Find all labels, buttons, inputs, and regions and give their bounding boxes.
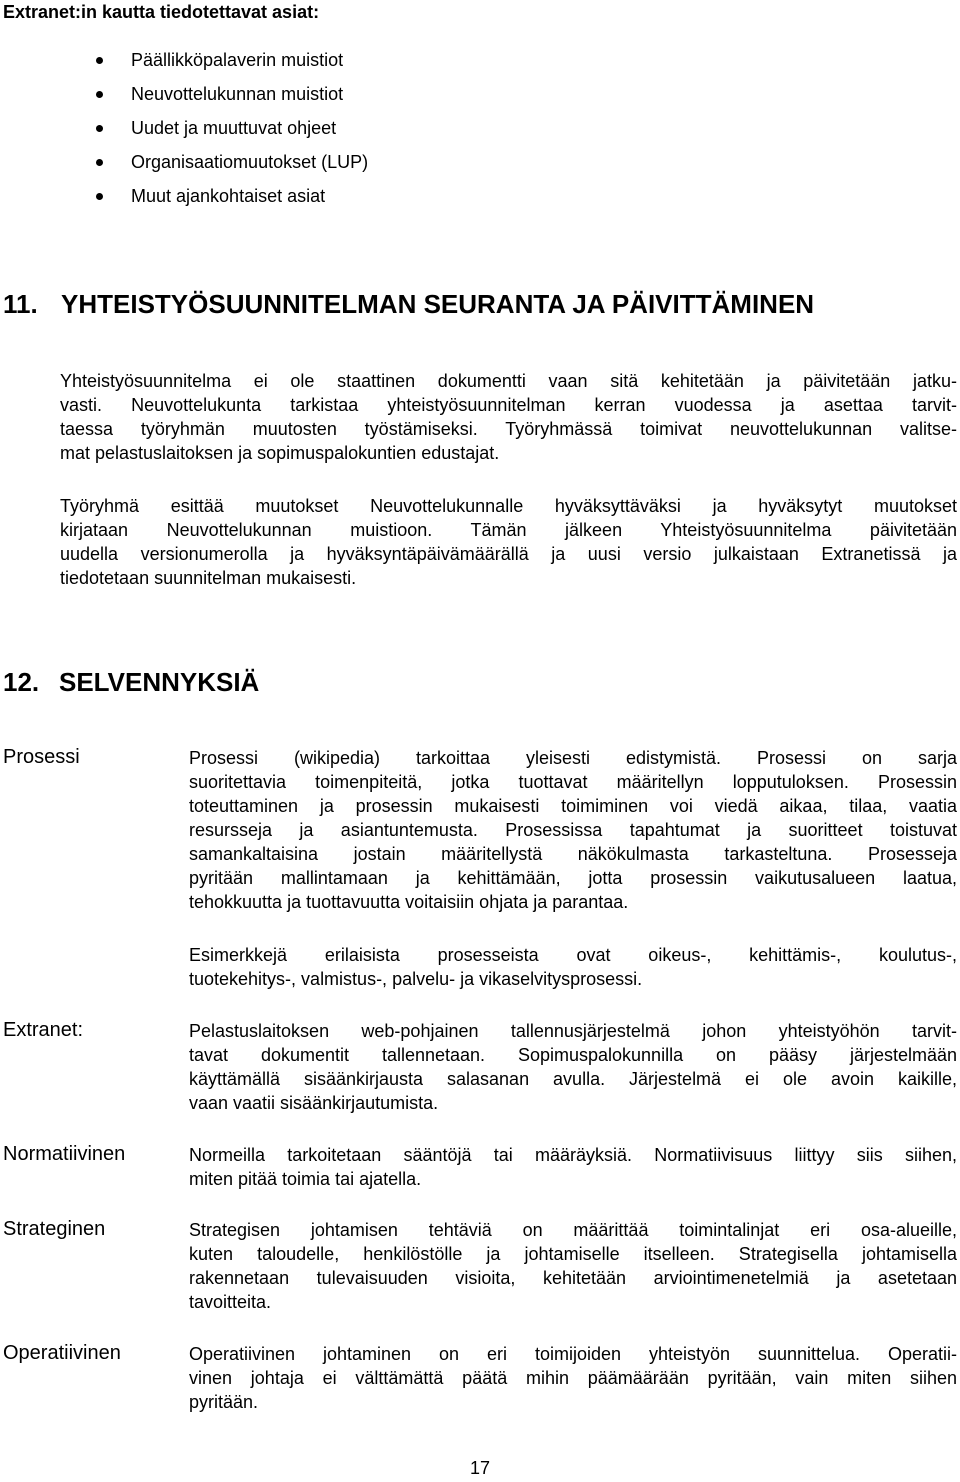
term-extranet: Extranet: [3,1019,84,1041]
section-11-paragraph-1: Yhteistyösuunnitelma ei ole staattinen dokumentti vaan sitä kehitetään ja päivitetään jatku- vasti. Neuvottelukunta tarkistaa yhteistyösuunnitelman kerran vuodessa ja asettaa tarvit- taessa työryhmän muutosten työstämiseksi. Työryhmässä toimivat neuvottelukunnan valitse- mat pelastuslaitoksen ja sopimuspalokuntien edustajat. [60,371,957,463]
section-12-title: SELVENNYKSIÄ [59,667,260,697]
page-number: 17 [469,1458,491,1478]
section-11-number: 11. [3,289,38,319]
term-strateginen: Strateginen [3,1218,106,1240]
definition-prosessi-examples: Esimerkkejä erilaisista prosesseista ovat oikeus-, kehittämis-, koulutus-, tuotekehitys-, valmistus-, palvelu- ja vikaselvitysprosessi. [189,945,957,989]
term-prosessi: Prosessi [3,746,80,768]
bullet-icon [96,193,103,200]
definition-strateginen: Strategisen johtamisen tehtäviä on määrittää toimintalinjat eri osa-alueille, kuten taloudelle, henkilöstölle ja johtamiselle itselleen. Strategisella johtamisella rakennetaan tulevaisuuden visioita, kehitetään arviointimenetelmiä ja asetetaan tavoitteita. [189,1220,957,1312]
definition-extranet: Pelastuslaitoksen web-pohjainen tallennusjärjestelmä johon yhteistyöhön tarvit- tavat dokumentit tallennetaan. Sopimuspalokunnilla on pääsy järjestelmään käyttämällä sisäänkirjausta salasanan avulla. Järjestelmä ei ole avoin kaikille, vaan vaatii sisäänkirjautumista. [189,1021,957,1113]
section-11-paragraph-2: Työryhmä esittää muutokset Neuvottelukunnalle hyväksyttäväksi ja hyväksytyt muutokset kirjataan Neuvottelukunnan muistioon. Tämän jälkeen Yhteistyösuunnitelma päivitetään uudella versionumerolla ja hyväksyntäpäivämäärällä ja uusi versio julkaistaan Extranetissä ja tiedotetaan suunnitelman mukaisesti. [60,496,957,588]
section-12-number: 12. [3,667,40,697]
bullet-icon [96,91,103,98]
definition-prosessi: Prosessi (wikipedia) tarkoittaa yleisesti edistymistä. Prosessi on sarja suoritettavia toimenpiteitä, jotka tuottavat määritellyn lopputuloksen. Prosessin toteuttaminen ja prosessin mukaisesti toimiminen voi viedä aikaa, tilaa, vaatia resursseja ja asiantuntemusta. Prosessissa tapahtumat ja suoritteet toistuvat samankaltaisina jostain määritellystä näkökulmasta tarkasteltuna. Prosesseja pyritään mallintamaan ja kehittämään, jotta prosessin vaikutusalueen laatua, tehokkuutta ja tuottavuutta voitaisiin ohjata ja parantaa. [189,748,957,912]
definition-operatiivinen: Operatiivinen johtaminen on eri toimijoiden yhteistyön suunnittelua. Operatii- vinen johtaja ei välttämättä päätä mihin päämäärään pyritään, vain miten siihen pyritään. [189,1344,957,1412]
bullet-icon [96,125,103,132]
extranet-list-title: Extranet:in kautta tiedotettavat asiat: [3,2,320,22]
document-page: Extranet:in kautta tiedotettavat asiat: Päällikköpalaverin muistiot Neuvottelukunnan muistiot Uudet ja muuttuvat ohjeet Organisaatiomuutokset (LUP) Muut ajankohtaiset asiat 11. YHTEISTYÖSUUNNITELMAN SEURANTA JA PÄIVITTÄMINEN Yhteistyösuunnitelma ei ole staattinen dokumentti vaan sitä kehitetään ja päivitetään jatku- vasti. Neuvottelukunta tarkistaa yhteistyösuunnitelman kerran vuodessa ja asettaa tarvit- taessa työryhmän muutosten työstämiseksi. Työryhmässä toimivat neuvottelukunnan valitse- mat pelastuslaitoksen ja sopimuspalokuntien edustajat. Työryhmä esittää muutokset Neuvottelukunnalle hyväksyttäväksi ja hyväksytyt muutokset kirjataan Neuvottelukunnan muistioon. Tämän jälkeen Yhteistyösuunnitelma päivitetään uudella versionumerolla ja hyväksyntäpäivämäärällä ja uusi versio julkaistaan Extranetissä ja tiedotetaan suunnitelman mukaisesti. 12. SELVENNYKSIÄ Prosessi Prosessi (wikipedia) tarkoittaa yleisesti edistymistä. Prosessi on sarja suoritettavia toimenpiteitä, jotka tuottavat määritellyn lopputuloksen. Prosessin toteuttaminen ja prosessin mukaisesti toimiminen voi viedä aikaa, tilaa, vaatia resursseja ja asiantuntemusta. Prosessissa tapahtumat ja suoritteet toistuvat samankaltaisina jostain määritellystä näkökulmasta tarkasteltuna. Prosesseja pyritään mallintamaan ja kehittämään, jotta prosessin vaikutusalueen laatua, tehokkuutta ja tuottavuutta voitaisiin ohjata ja parantaa. Esimerkkejä erilaisista prosesseista ovat oikeus-, kehittämis-, koulutus-, tuotekehitys-, valmistus-, palvelu- ja vikaselvitysprosessi. Extranet: Pelastuslaitoksen web-pohjainen tallennusjärjestelmä johon yhteistyöhön tarvit- tavat dokumentit tallennetaan. Sopimuspalokunnilla on pääsy järjestelmään käyttämällä sisäänkirjausta salasanan avulla. Järjestelmä ei ole avoin kaikille, vaan vaatii sisäänkirjautumista. Normatiivinen Normeilla tarkoitetaan sääntöjä tai määräyksiä. Normatiivisuus liittyy siis siihen, miten pitää toimia tai ajatella. Strateginen Strategisen johtamisen tehtäviä on määrittää toimintalinjat eri osa-alueille, kuten taloudelle, henkilöstölle ja johtamiselle itselleen. Strategisella johtamisella rakennetaan tulevaisuuden visioita, kehitetään arviointimenetelmiä ja asetetaan tavoitteita. Operatiivinen Operatiivinen johtaminen on eri toimijoiden yhteistyön suunnittelua. Operatii- vinen johtaja ei välttämättä päätä mihin päämäärään pyritään, vain miten siihen pyritään. 17 [0,0,960,1482]
section-11-title: YHTEISTYÖSUUNNITELMAN SEURANTA JA PÄIVITTÄMINEN [61,289,815,319]
term-normatiivinen: Normatiivinen [3,1143,126,1165]
definition-normatiivinen: Normeilla tarkoitetaan sääntöjä tai määräyksiä. Normatiivisuus liittyy siis siihen, miten pitää toimia tai ajatella. [189,1145,957,1189]
bullet-icon [96,159,103,166]
bullet-icon [96,57,103,64]
term-operatiivinen: Operatiivinen [3,1342,121,1364]
